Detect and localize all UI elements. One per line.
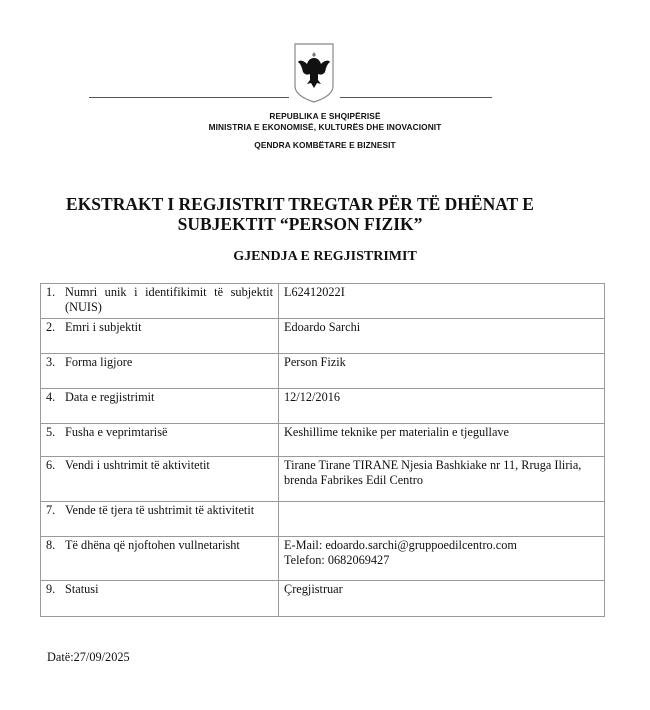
row-value: 12/12/2016 <box>279 389 605 424</box>
registration-table <box>40 283 605 617</box>
row-value <box>279 502 605 537</box>
row-value: Edoardo Sarchi <box>279 319 605 354</box>
row-value: Keshillime teknike per materialin e tjegullave <box>279 424 605 457</box>
document-date: Datë:27/09/2025 <box>47 650 130 664</box>
email-value: E-Mail: edoardo.sarchi@gruppoedilcentro.com <box>284 538 517 552</box>
table-row <box>41 284 605 319</box>
row-label: 3. Forma ligjore <box>41 354 279 389</box>
row-label: 4. Data e regjistrimit <box>41 389 279 424</box>
row-label: 9. Statusi <box>41 581 279 617</box>
row-value: L62412022I <box>279 284 605 319</box>
albanian-eagle-emblem-icon <box>293 42 335 104</box>
table-row <box>41 319 605 354</box>
phone-value: Telefon: 0682069427 <box>284 553 390 567</box>
document-subtitle: GJENDJA E REGJISTRIMIT <box>233 249 417 264</box>
table-row <box>41 354 605 389</box>
row-value <box>279 537 605 581</box>
row-label: 8. Të dhëna që njoftohen vullnetarisht <box>41 537 279 581</box>
document-title-line2: SUBJEKTIT “PERSON FIZIK” <box>177 214 423 234</box>
table-row <box>41 537 605 581</box>
table-row <box>41 389 605 424</box>
ministry-name: MINISTRIA E EKONOMISË, KULTURËS DHE INOVACIONIT <box>208 122 442 132</box>
document-title-line1: EKSTRAKT I REGJISTRIT TREGTAR PËR TË DHËNAT E <box>66 194 534 214</box>
center-name: QENDRA KOMBËTARE E BIZNESIT <box>254 140 396 150</box>
header-rule-right <box>340 97 492 98</box>
republic-name: REPUBLIKA E SHQIPËRISË <box>269 111 381 121</box>
row-label: 1. Numri unik i identifikimit të subjektit (NUIS) <box>41 284 279 319</box>
status-value: Çregjistruar <box>279 581 605 617</box>
table-row <box>41 502 605 537</box>
row-value: Tirane Tirane TIRANE Njesia Bashkiake nr 11, Rruga Iliria, brenda Fabrikes Edil Centro <box>279 457 605 502</box>
row-label: 2. Emri i subjektit <box>41 319 279 354</box>
row-label: 7. Vende të tjera të ushtrimit të aktivitetit <box>41 502 279 537</box>
table-row <box>41 581 605 617</box>
row-value: Person Fizik <box>279 354 605 389</box>
row-label: 5. Fusha e veprimtarisë <box>41 424 279 457</box>
table-row <box>41 457 605 502</box>
table-row <box>41 424 605 457</box>
header-rule-left <box>89 97 289 98</box>
row-label: 6. Vendi i ushtrimit të aktivitetit <box>41 457 279 502</box>
